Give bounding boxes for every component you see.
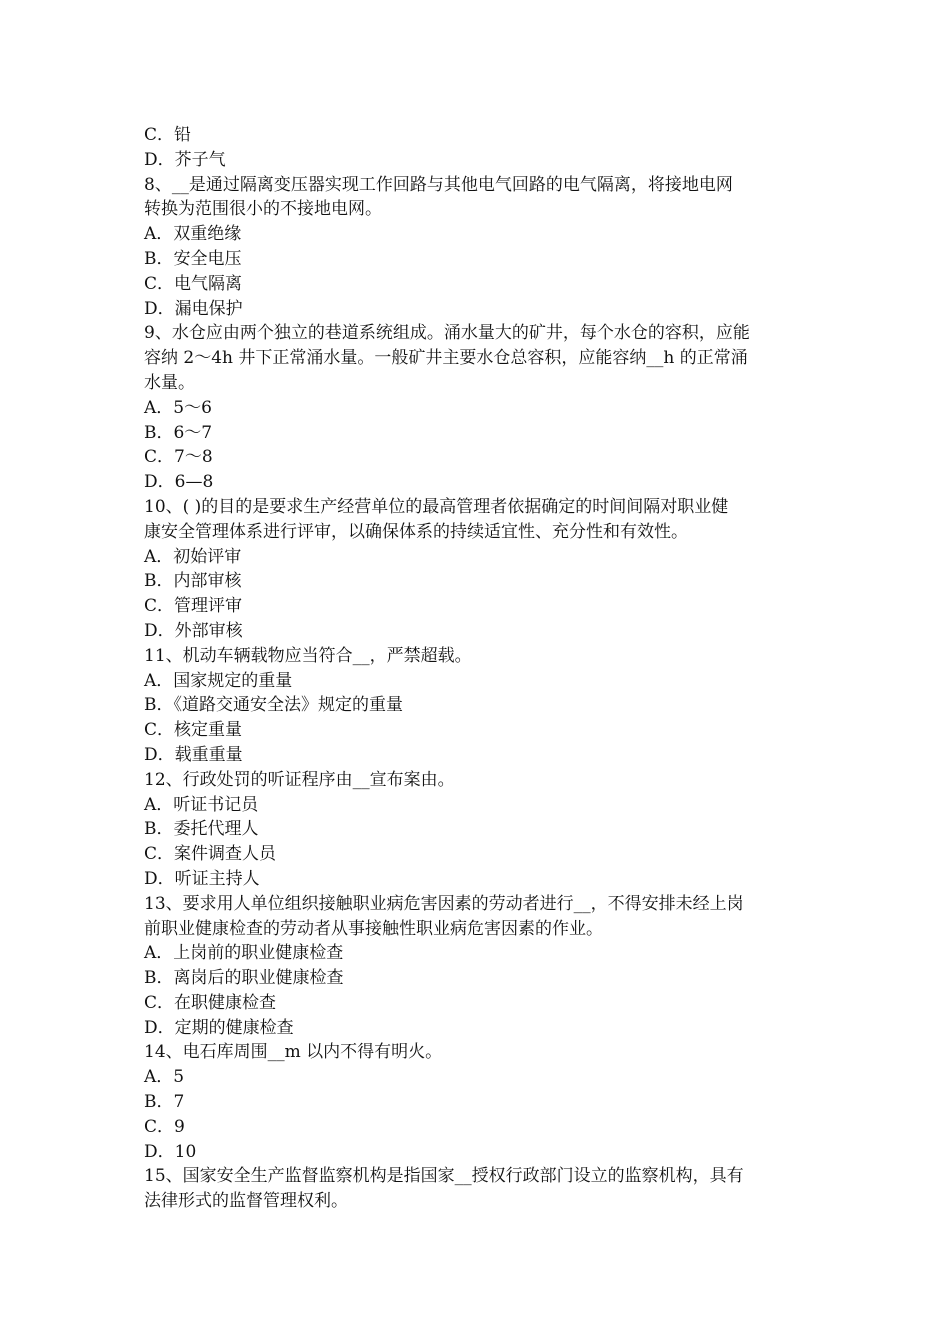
option-line: B．6～7 — [144, 422, 213, 443]
question-line: 9、水仓应由两个独立的巷道系统组成。涌水量大的矿井，每个水仓的容积，应能 — [144, 323, 750, 344]
option-line: A．国家规定的重量 — [144, 670, 293, 691]
option-line: B．离岗后的职业健康检查 — [144, 968, 344, 989]
option-line: A．5 — [144, 1067, 185, 1088]
option-line: A．听证书记员 — [144, 794, 259, 815]
question-line: 11、机动车辆载物应当符合__，严禁超载。 — [144, 645, 472, 666]
option-line: C．电气隔离 — [144, 273, 243, 294]
question-line: 转换为范围很小的不接地电网。 — [144, 199, 382, 220]
question-line: 10、( )的目的是要求生产经营单位的最高管理者依据确定的时间间隔对职业健 — [144, 496, 729, 517]
option-line: B．内部审核 — [144, 571, 242, 592]
question-line: 8、__是通过隔离变压器实现工作回路与其他电气回路的电气隔离，将接地电网 — [144, 174, 733, 195]
option-line: C．9 — [144, 1116, 185, 1137]
question-line: 水量。 — [144, 372, 195, 393]
option-line: B．安全电压 — [144, 248, 242, 269]
question-line: 康安全管理体系进行评审，以确保体系的持续适宜性、充分性和有效性。 — [144, 521, 688, 542]
option-line: B．7 — [144, 1092, 185, 1113]
option-line: C．管理评审 — [144, 596, 243, 617]
question-line: 15、国家安全生产监督监察机构是指国家__授权行政部门设立的监察机构，具有 — [144, 1166, 744, 1187]
option-line: D．芥子气 — [144, 149, 226, 170]
option-line: C．在职健康检查 — [144, 992, 277, 1013]
option-line: D．漏电保护 — [144, 298, 243, 319]
option-line: C．铅 — [144, 125, 192, 145]
option-line: D．6—8 — [144, 472, 214, 493]
question-line: 法律形式的监督管理权利。 — [144, 1191, 348, 1212]
option-line: D．载重重量 — [144, 744, 243, 765]
option-line: D．听证主持人 — [144, 868, 260, 889]
option-line: A．上岗前的职业健康检查 — [144, 943, 344, 964]
option-line: D．10 — [144, 1141, 197, 1162]
option-line: A．5～6 — [144, 397, 212, 418]
option-line: C．案件调查人员 — [144, 844, 277, 865]
option-line: C．核定重量 — [144, 720, 243, 741]
option-line: A．初始评审 — [144, 546, 242, 567]
option-line: A．双重绝缘 — [144, 224, 242, 245]
option-line: D．定期的健康检查 — [144, 1017, 294, 1038]
option-line: D．外部审核 — [144, 620, 243, 641]
exam-text-body — [144, 123, 808, 1214]
option-line: B．《道路交通安全法》规定的重量 — [144, 695, 403, 716]
question-line: 容纳 2～4h 井下正常涌水量。一般矿井主要水仓总容积，应能容纳__h 的正常涌 — [144, 348, 748, 369]
question-line: 12、行政处罚的听证程序由__宣布案由。 — [144, 769, 455, 790]
option-line: B．委托代理人 — [144, 819, 259, 840]
question-line: 前职业健康检查的劳动者从事接触性职业病危害因素的作业。 — [144, 918, 603, 939]
option-line: C．7～8 — [144, 447, 213, 468]
question-line: 14、电石库周围__m 以内不得有明火。 — [144, 1042, 443, 1063]
question-line: 13、要求用人单位组织接触职业病危害因素的劳动者进行__，不得安排未经上岗 — [144, 893, 744, 914]
